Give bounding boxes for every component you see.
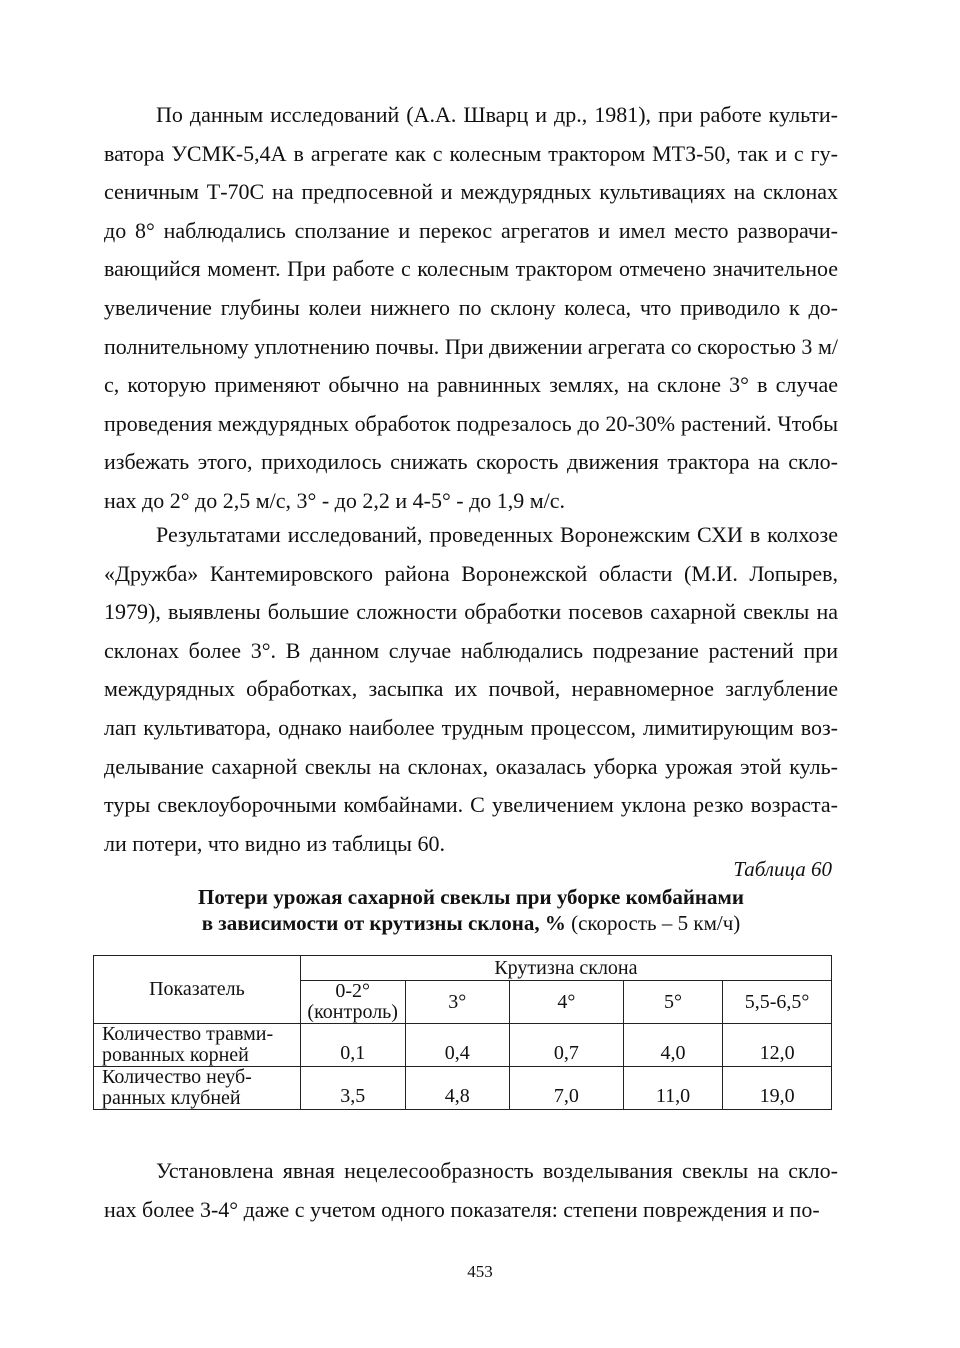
table-cell: 19,0 bbox=[723, 1067, 832, 1110]
table-title-line-1: Потери урожая сахарной свеклы при уборке комбайнами bbox=[198, 885, 744, 909]
column-header: 4° bbox=[509, 981, 623, 1024]
table-label: Таблица 60 bbox=[733, 857, 832, 881]
row-label: Количество неубранных клубней bbox=[94, 1067, 301, 1110]
losses-table bbox=[93, 955, 832, 1110]
table-cell: 4,8 bbox=[405, 1067, 509, 1110]
column-header: 0-2° (контроль) bbox=[300, 981, 405, 1024]
table-cell: 7,0 bbox=[509, 1067, 623, 1110]
table-title-suffix: (скорость – 5 км/ч) bbox=[565, 911, 741, 935]
table-cell: 0,7 bbox=[509, 1024, 623, 1067]
column-header: 3° bbox=[405, 981, 509, 1024]
table-title-line-2 bbox=[104, 910, 838, 936]
table-cell: 11,0 bbox=[623, 1067, 722, 1110]
slope-group-header: Крутизна склона bbox=[300, 956, 831, 981]
row-label: Количество травмированных корней bbox=[94, 1024, 301, 1067]
row-header-cell: Показатель bbox=[94, 956, 301, 1024]
page-number: 453 bbox=[467, 1262, 493, 1281]
table-header-row bbox=[94, 956, 832, 981]
paragraph-1: По данным исследований (А.А. Шварц и др., 1981), при работе культиватора УСМК-5,4А в агрегате как с колесным трактором МТЗ-50, так и с гусеничным Т-70С на предпосевной и междурядных культивациях на склонах до 8° наблюдались сползание и перекос агрегатов и имел место разворачивающийся момент. При работе с колесным трактором отмечено значительное увеличение глубины колеи нижнего по склону колеса, что приводило к дополнительному уплотнению почвы. При движении агрегата со скоростью 3 м/с, которую применяют обычно на равнинных землях, на склоне 3° в случае проведения междурядных обработок подрезалось до 20-30% растений. Чтобы избежать этого, приходилось снижать скорость движения трактора на склонах до 2° до 2,5 м/с, 3° - до 2,2 и 4-5° - до 1,9 м/с. bbox=[104, 102, 838, 513]
column-header: 5,5-6,5° bbox=[723, 981, 832, 1024]
column-header: 5° bbox=[623, 981, 722, 1024]
table-cell: 0,4 bbox=[405, 1024, 509, 1067]
table-cell: 4,0 bbox=[623, 1024, 722, 1067]
table-cell: 12,0 bbox=[723, 1024, 832, 1067]
table-title bbox=[104, 884, 838, 936]
table-cell: 0,1 bbox=[300, 1024, 405, 1067]
paragraph-3: Установлена явная нецелесообразность возделывания свеклы на склонах более 3-4° даже с учетом одного показателя: степени повреждения и по- bbox=[104, 1158, 838, 1222]
table-cell: 3,5 bbox=[300, 1067, 405, 1110]
table-title-line-2-bold: в зависимости от крутизны склона, % bbox=[201, 911, 566, 935]
table-row bbox=[94, 1024, 832, 1067]
paragraph-2: Результатами исследований, проведенных Воронежским СХИ в колхозе «Дружба» Кантемировского района Воронежской области (М.И. Лопырев, 1979), выявлены большие сложности обработки посевов сахарной свеклы на склонах более 3°. В данном случае наблюдались подрезание растений при междурядных обработках, засыпка их почвой, неравномерное заглубление лап культиватора, однако наиболее трудным процессом, лимитирующим возделывание сахарной свеклы на склонах, оказалась уборка урожая этой культуры свеклоуборочными комбайнами. С увеличением уклона резко возрастали потери, что видно из таблицы 60. bbox=[104, 522, 838, 856]
table-row bbox=[94, 1067, 832, 1110]
